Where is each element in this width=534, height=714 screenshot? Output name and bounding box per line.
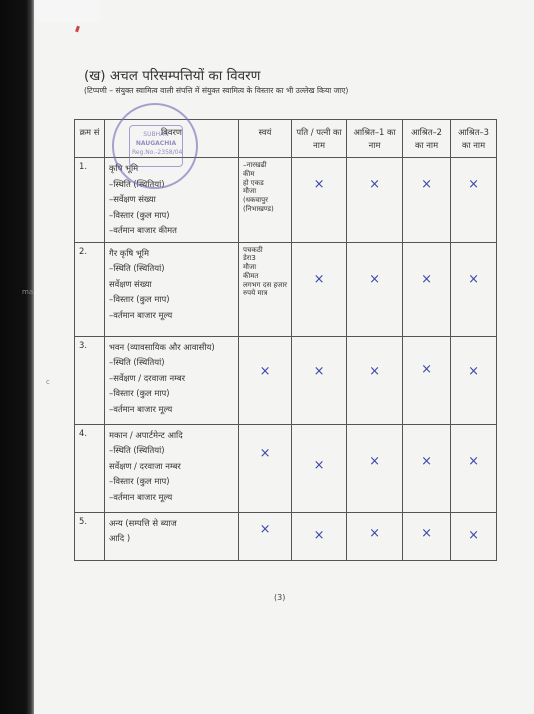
description-line: –विस्तार (कुल माप) <box>109 476 170 486</box>
cross-mark: × <box>259 445 271 461</box>
handwritten-line: मौजा <box>243 187 257 196</box>
dependent-1-cell <box>347 512 403 560</box>
spouse-cell <box>292 424 347 512</box>
description-line: –सर्वेक्षण / दरवाजा नम्बर <box>109 372 186 383</box>
cross-mark: × <box>468 177 479 192</box>
header-self: स्वयं <box>239 120 292 158</box>
spouse-cell <box>292 158 347 243</box>
description-line: –विस्तार (कुल माप) <box>109 209 170 220</box>
header-spouse: पति / पत्नी का नाम <box>292 120 347 158</box>
table-row <box>75 512 497 560</box>
row-description <box>105 336 239 424</box>
description-line: –वर्तमान बाजार मूल्य <box>109 403 173 414</box>
cross-mark: × <box>369 271 380 287</box>
handwritten-line: डेरा3 <box>243 254 256 263</box>
description-line: –सर्वेक्षण संख्या <box>109 194 156 204</box>
row-description <box>105 512 239 560</box>
row-serial: 4. <box>75 424 105 512</box>
description-line: सर्वेक्षण संख्या <box>109 278 152 289</box>
description-line: –स्थिति (स्थितियां) <box>109 178 165 189</box>
dependent-3-cell <box>451 158 497 243</box>
stamp-text: SUBHAN <box>143 131 169 138</box>
handwritten-line: पचकठी <box>243 245 263 254</box>
row-serial: 2. <box>75 242 105 336</box>
cross-mark: × <box>313 527 325 543</box>
margin-mark: ma <box>22 288 34 296</box>
stamp-text: NAUGACHIA <box>135 140 177 147</box>
cross-mark: × <box>468 527 479 543</box>
dependent-3-cell <box>451 336 497 424</box>
handwritten-line: –नारखढी <box>243 161 267 169</box>
table-row <box>75 424 497 512</box>
row-description <box>105 242 239 336</box>
cross-mark: × <box>369 363 380 379</box>
dependent-3-cell <box>451 512 497 560</box>
cross-mark: × <box>369 525 380 541</box>
table-row <box>75 336 497 424</box>
cross-mark: × <box>259 521 271 537</box>
notary-stamp <box>112 103 198 189</box>
cross-mark: × <box>468 453 479 469</box>
cross-mark: × <box>468 363 479 379</box>
page-number: (3) <box>274 593 286 602</box>
description-line: –वर्तमान बाजार मूल्य <box>109 309 173 320</box>
handwritten-line: कीमत <box>243 271 259 280</box>
cross-mark: × <box>421 177 432 192</box>
cross-mark: × <box>421 271 432 287</box>
row-serial: 3. <box>75 336 105 424</box>
dependent-1-cell <box>347 242 403 336</box>
cross-mark: × <box>313 177 325 192</box>
cross-mark: × <box>421 453 432 469</box>
description-line: मकान / अपार्टमेन्ट आदि <box>109 429 183 440</box>
handwritten-line: लगभग दस हजार <box>243 280 288 289</box>
dependent-1-cell <box>347 336 403 424</box>
description-line: –विस्तार (कुल माप) <box>109 294 170 304</box>
row-serial: 5. <box>75 512 105 560</box>
dependent-1-cell <box>347 158 403 243</box>
dependent-2-cell <box>403 424 451 512</box>
spouse-cell <box>292 512 347 560</box>
dependent-1-cell <box>347 424 403 512</box>
cross-mark: × <box>421 361 432 377</box>
handwritten-line: (निभाखण्ड) <box>243 204 274 213</box>
cross-mark: × <box>369 453 380 469</box>
description-line: –वर्तमान बाजार मूल्य <box>109 491 173 502</box>
cross-mark: × <box>313 271 325 287</box>
handwritten-line: कीम <box>243 169 255 178</box>
header-dependent-1: आश्रित–1 का नाम <box>347 120 403 158</box>
section-note: (टिप्पणी – संयुक्त स्वामित्व वाली संपत्ति में संयुक्त स्वामित्व के विस्तार का भी उल्लेख किया जाए) <box>84 86 349 95</box>
description-line: –वर्तमान बाजार कीमत <box>109 225 177 235</box>
self-cell <box>239 424 292 512</box>
section-title: (ख) अचल परिसम्पत्तियों का विवरण <box>84 68 261 84</box>
description-line: आदि ) <box>109 533 131 543</box>
handwritten-line: हो एकड <box>243 178 264 187</box>
cross-mark: × <box>421 525 432 541</box>
handwritten-line: (धकवापुर <box>243 196 268 205</box>
self-handwritten-entry <box>239 158 292 243</box>
dependent-3-cell <box>451 424 497 512</box>
row-description <box>105 424 239 512</box>
stamp-text: Reg.No.-2358/04 <box>132 149 183 156</box>
description-line: अन्य (सम्पत्ति से ब्याज <box>109 517 177 528</box>
handwritten-line: रुपये मात्र <box>243 289 268 298</box>
description-line: –स्थिति (स्थितियां) <box>109 357 165 367</box>
spouse-cell <box>292 336 347 424</box>
spouse-cell <box>292 242 347 336</box>
row-serial: 1. <box>75 158 105 243</box>
description-line: भवन (व्यावसायिक और आवासीय) <box>109 341 215 352</box>
cross-mark: × <box>313 457 325 473</box>
header-dependent-3: आश्रित–3 का नाम <box>451 120 497 158</box>
dependent-2-cell <box>403 512 451 560</box>
table-row <box>75 242 497 336</box>
margin-mark: c <box>46 378 50 386</box>
header-serial: क्रम सं <box>75 120 105 158</box>
cross-mark: × <box>259 363 271 379</box>
dependent-2-cell <box>403 336 451 424</box>
description-line: गैर कृषि भूमि <box>109 247 149 258</box>
description-line: –स्थिति (स्थितियां) <box>109 445 165 455</box>
cross-mark: × <box>313 363 325 379</box>
handwritten-line: मौजा <box>243 263 257 272</box>
description-line: कृषि भूमि <box>109 163 139 173</box>
dependent-3-cell <box>451 242 497 336</box>
header-dependent-2: आश्रित–2 का नाम <box>403 120 451 158</box>
binding-edge <box>0 0 36 714</box>
header-description: विवरण <box>105 120 239 158</box>
description-line: –स्थिति (स्थितियां) <box>109 263 165 273</box>
dependent-2-cell <box>403 158 451 243</box>
torn-corner <box>36 0 100 22</box>
self-cell <box>239 336 292 424</box>
self-handwritten-entry <box>239 242 292 336</box>
self-cell <box>239 512 292 560</box>
description-line: –विस्तार (कुल माप) <box>109 388 170 398</box>
description-line: सर्वेक्षण / दरवाजा नम्बर <box>109 460 181 471</box>
dependent-2-cell <box>403 242 451 336</box>
cross-mark: × <box>468 271 479 287</box>
cross-mark: × <box>369 177 380 192</box>
